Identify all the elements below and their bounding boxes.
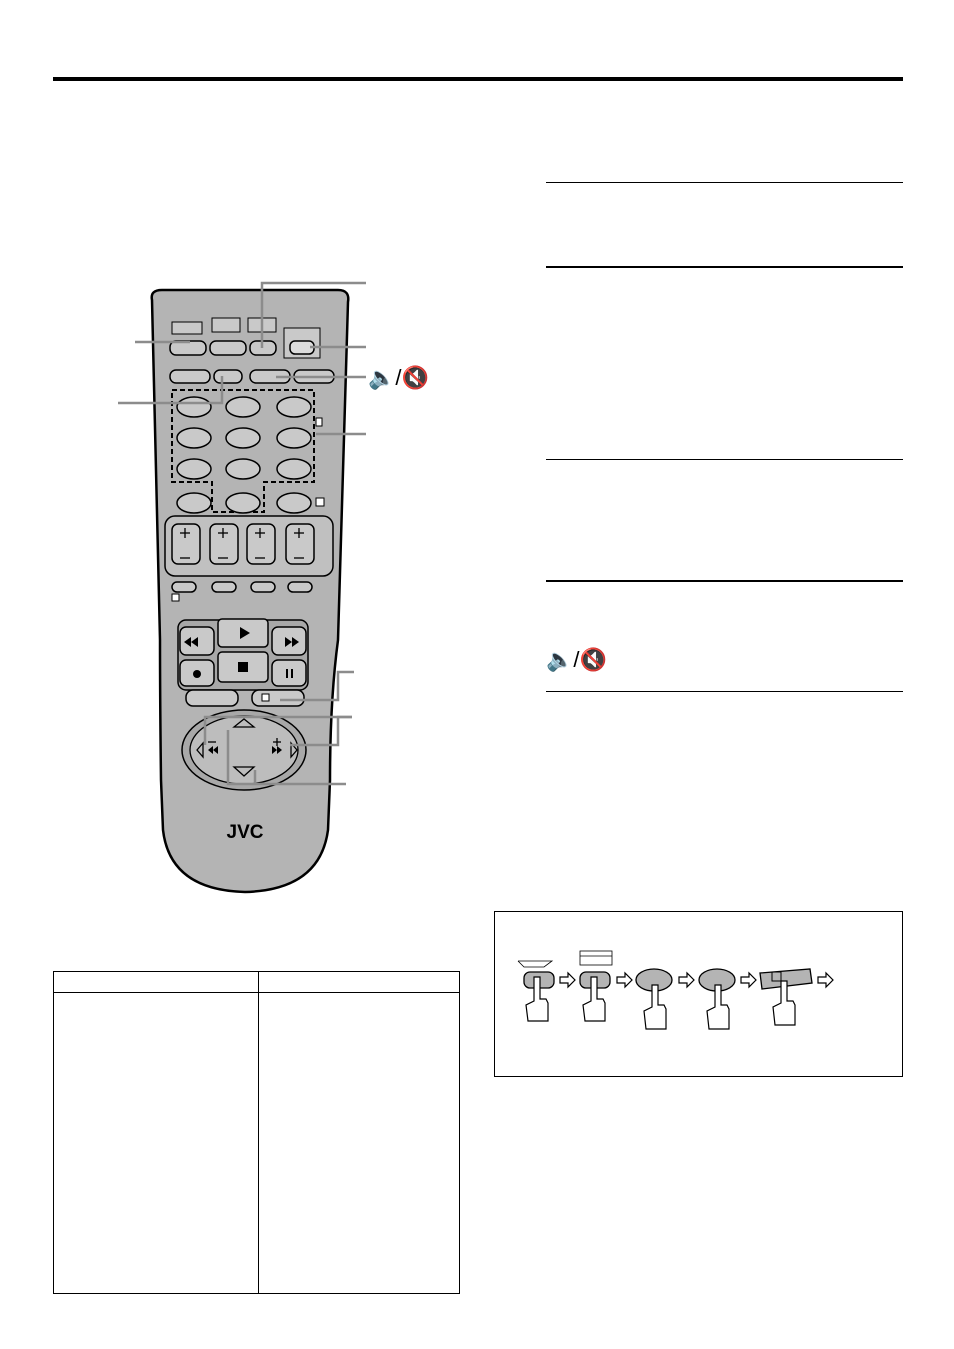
pause-button[interactable] [272, 660, 306, 686]
small-button-1[interactable] [172, 582, 196, 592]
ok-square-icon [262, 694, 269, 701]
cable-mode-button[interactable] [212, 318, 240, 332]
key-8[interactable] [226, 459, 260, 479]
key-3[interactable] [277, 397, 311, 417]
key-4[interactable] [177, 428, 211, 448]
cable-button[interactable] [210, 341, 246, 355]
small-button-2[interactable] [212, 582, 236, 592]
sound-mute-symbol: 🔈/🔇 [546, 647, 607, 672]
press-hand-icon [644, 985, 666, 1029]
info-table-header-rule [53, 992, 460, 993]
small-button-3[interactable] [251, 582, 275, 592]
arrow-right-icon [679, 973, 694, 987]
key-left[interactable] [177, 493, 211, 513]
side-marker-icon [316, 418, 322, 426]
input-button[interactable] [214, 370, 242, 383]
step-sequence-illustration [494, 911, 903, 1077]
pause-icon [286, 669, 288, 678]
press-hand-icon [707, 985, 729, 1029]
tv-vcr-button[interactable] [170, 370, 210, 383]
arrow-right-icon [560, 973, 575, 987]
key-0[interactable] [226, 493, 260, 513]
tv-mode-button[interactable] [172, 322, 202, 334]
cable-label-shape [580, 951, 612, 965]
brand-logo: JVC [226, 822, 264, 843]
info-table-column-divider [258, 971, 259, 1294]
small-button-4[interactable] [288, 582, 312, 592]
square-marker-2-icon [172, 594, 179, 601]
key-right[interactable] [277, 493, 311, 513]
tv-label-shape [518, 961, 552, 967]
key-7[interactable] [177, 459, 211, 479]
key-1[interactable] [177, 397, 211, 417]
key-5[interactable] [226, 428, 260, 448]
ok-button[interactable] [252, 690, 304, 706]
square-marker-icon [316, 498, 324, 506]
key-9[interactable] [277, 459, 311, 479]
arrow-right-icon [818, 973, 833, 987]
menu-button[interactable] [186, 690, 238, 706]
key-6[interactable] [277, 428, 311, 448]
info-table [53, 971, 460, 1294]
callout-sound-mute-label: 🔈/🔇 [368, 365, 429, 390]
key-2[interactable] [226, 397, 260, 417]
arrow-right-icon [617, 973, 632, 987]
record-icon [193, 670, 201, 678]
stop-icon [238, 662, 248, 672]
arrow-right-icon [741, 973, 756, 987]
